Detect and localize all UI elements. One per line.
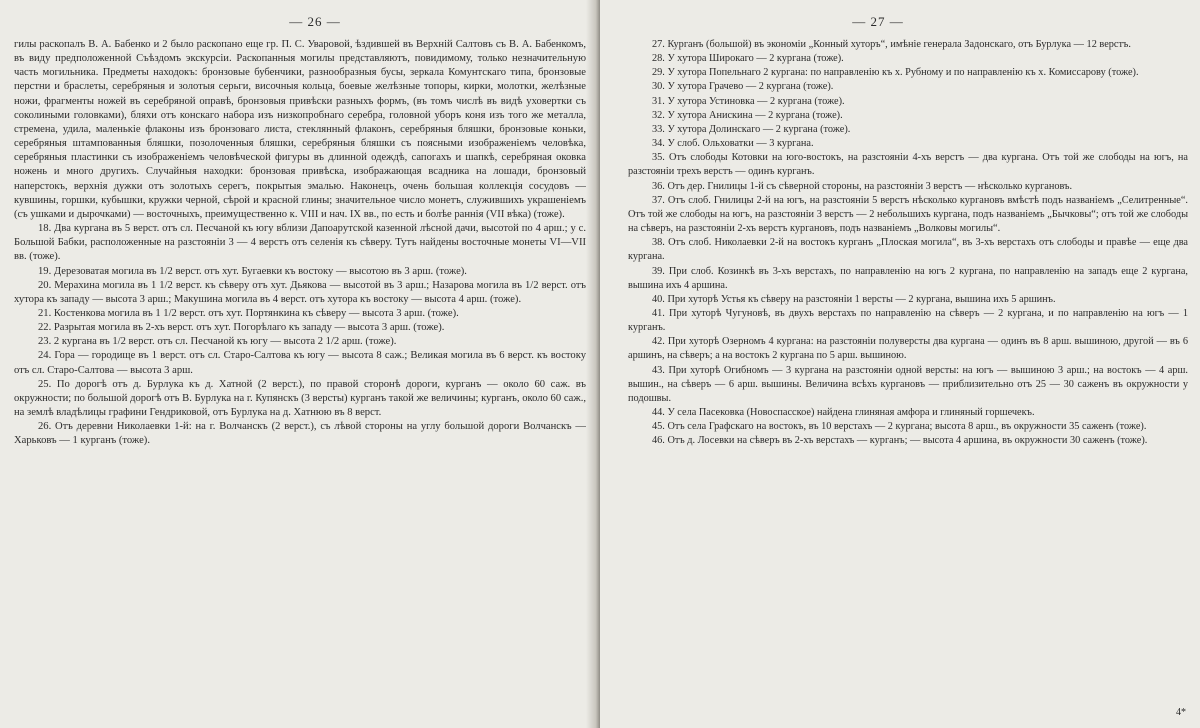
right-page <box>600 0 1200 728</box>
paragraph: 33. У хутора Долинскаго — 2 кургана (тоже). <box>652 123 851 135</box>
paragraph: 32. У хутора Анискина — 2 кургана (тоже). <box>652 109 843 121</box>
paragraph: 26. Отъ деревни Николаевки 1-й: на г. Волчанскъ (2 верст.), съ лѣвой стороны на углу большой дороги Волчанскъ — Харьковъ — 1 курганъ (тоже). <box>14 421 586 447</box>
paragraph: 24. Гора — городище въ 1 верст. отъ сл. Старо-Салтова къ югу — высота 8 саж.; Великая могила въ 6 верст. къ востоку отъ сл. Старо-Салтова — высота 3 арш. <box>14 350 586 376</box>
paragraph: 18. Два кургана въ 5 верст. отъ сл. Песчаной къ югу вблизи Дапоарутской казенной лѣсной дачи, высотой по 4 арш.; у с. Большой Бабки, расположенные на разстояніи 3 — 4 верстъ отъ селенія къ сѣверу. Тутъ найдены восточные монеты VI—VII вв. (тоже). <box>14 223 586 263</box>
paragraph: 44. У села Пасековка (Новоспасское) найдена глиняная амфора и глиняный горшечекъ. <box>652 407 1035 419</box>
paragraph: 19. Дерезоватая могила въ 1/2 верст. отъ хут. Бугаевки къ востоку — высотою въ 3 арш. (тоже). <box>38 265 467 277</box>
paragraph: 25. По дорогѣ отъ д. Бурлука къ д. Хатной (2 верст.), по правой сторонѣ дороги, курганъ — около 60 саж. въ окружности; по большой дорогѣ отъ В. Бурлука на г. Купянскъ (3 версты) курганъ такой же величины; курганъ, около 60 саж., на землѣ владѣлицы графини Гендриковой, отъ Бурлука на д. Хатнюю въ 8 верст. <box>14 378 586 419</box>
paragraph: 34. У слоб. Ольховатки — 3 кургана. <box>652 138 814 150</box>
paragraph: 29. У хутора Попельнаго 2 кургана: по направленію къ х. Рубному и по направленію къ х. Комиссарову (тоже). <box>652 67 1139 79</box>
paragraph: 41. При хуторѣ Чугуновѣ, въ двухъ верстахъ по направленію на сѣверъ — 2 кургана, и по направленію на югъ — 1 курганъ. <box>628 307 1188 334</box>
paragraph: 21. Костенкова могила въ 1 1/2 верст. отъ хут. Портянкина къ сѣверу — высота 3 арш. (тоже). <box>38 307 459 319</box>
signature-mark: 4* <box>1176 707 1186 718</box>
paragraph: 28. У хутора Широкаго — 2 кургана (тоже). <box>652 53 844 65</box>
paragraph: 31. У хутора Устиновка — 2 кургана (тоже). <box>652 95 845 107</box>
paragraph: 23. 2 кургана въ 1/2 верст. отъ сл. Песчаной къ югу — высота 2 1/2 арш. (тоже). <box>38 336 397 348</box>
paragraph: 45. Отъ села Графскаго на востокъ, въ 10 верстахъ — 2 кургана; высота 8 арш., въ окружности 35 саженъ (тоже). <box>652 421 1147 433</box>
paragraph: 37. Отъ слоб. Гнилицы 2-й на югъ, на разстояніи 5 верстъ нѣсколько кургановъ вмѣстѣ подъ названіемъ „Селитренные“. Отъ той же слободы на югъ, на разстояніи 3 верстъ — 2 небольшихъ кургана, подъ названіемъ „Бычковы“; отъ той же слободы на сѣверъ, на разстояніи 2-хъ верстъ кургановъ, подъ названіемъ „Волковы могилы“. <box>628 194 1188 235</box>
paragraph: 39. При слоб. Козинкѣ въ 3-хъ верстахъ, по направленію на югъ 2 кургана, по направленію на западъ еще 2 кургана, вышина ихъ 4 аршина. <box>628 265 1188 291</box>
paragraph: 36. Отъ дер. Гнилицы 1-й съ сѣверной стороны, на разстояніи 3 верстъ — нѣсколько кургановъ. <box>652 180 1073 192</box>
page-body <box>628 38 1188 449</box>
paragraph: 22. Разрытая могила въ 2-хъ верст. отъ хут. Погорѣлаго къ западу — высота 3 арш. (тоже). <box>38 322 445 334</box>
page-number: — 27 — <box>852 14 904 29</box>
paragraph: гилы раскопалъ В. А. Бабенко и 2 было раскопано еще гр. П. С. Уваровой, ѣздившей въ Верхній Салтовъ съ В. А. Бабенкомъ, въ виду предположенной Съѣздомъ экскурсіи. Раскопанныя могилы представляютъ, повидимому, только незначительную часть могильника. Предметы находокъ: бронзовые бубенчики, разнообразныя бусы, зеркала Комунтскаго типа, бронзовые перстни и браслеты, серебряныя и золотыя серьги, височныя кольца, боевые желѣзные топоры, кирки, молотки, желѣзные ножи, фрагменты ножей въ серебряной оправѣ, бронзовыя привѣски разныхъ формъ, (въ томъ числѣ въ видѣ уховертки съ соколиными головками), бляхи отъ конскаго набора изъ низкопробнаго серебра, головной уборъ коня изъ того же металла, стремена, удила, маленькіе флаконы изъ бронзоваго листа, стеклянный флаконъ, серебряныя бляшки, бронзовые коньки, серебряныя штампованныя бляшки, позолоченныя бляшки, серебряныя бляшки съ поясными изображеніемъ человѣка, серебряныя пластинки съ изображеніемъ человѣческой фигуры въ длинной одеждѣ, сапогахъ и шапкѣ, серебряная оковка ножень и много другихъ. Случайныя находки: бронзовая привѣска, изображающая всадника на лошади, бронзовый наперстокъ, верхнія дужки отъ золотыхъ серегъ, покрытыя эмалью. Наконецъ, очень большая коллекція сосудовъ — кувшины, горшки, кубышки, кружки черной, сѣрой и красной глины; значительное число монетъ, служившихъ украшеніемъ (съ ушками и дырочками) — восточныхъ, преимущественно к. VIII и нач. IX вв., по есть и болѣе раннія (VII вѣка) (тоже). <box>14 39 586 220</box>
paragraph: 20. Мерахина могила въ 1 1/2 верст. къ сѣверу отъ хут. Дьякова — высотой въ 3 арш.; Назарова могила въ 1/2 верст. отъ хутора къ западу — высота 3 арш.; Макушина могила въ 4 верст. отъ хутора къ востоку — высота 4 арш. (тоже). <box>14 279 586 305</box>
paragraph: 40. При хуторѣ Устья къ сѣверу на разстояніи 1 версты — 2 кургана, вышина ихъ 5 аршинъ. <box>652 293 1056 305</box>
paragraph: 30. У хутора Грачево — 2 кургана (тоже). <box>652 81 834 93</box>
page-body <box>14 38 586 449</box>
paragraph: 27. Курганъ (большой) въ экономіи „Конный хуторъ“, имѣніе генерала Задонскаго, отъ Бурлука — 12 верстъ. <box>652 39 1131 50</box>
page-number: — 26 — <box>289 14 341 29</box>
paragraph: 35. Отъ слободы Котовки на юго-востокъ, на разстояніи 4-хъ верстъ — два кургана. Отъ той же слободы на югъ, на разстояніи трехъ верстъ — одинъ курганъ. <box>628 152 1188 178</box>
paragraph: 42. При хуторѣ Озерномъ 4 кургана: на разстояніи полуверсты два кургана — одинъ въ 8 арш. вышиною, другой — въ 6 аршинъ, на сѣверъ; а на востокъ 2 кургана по 5 арш. вышиною. <box>628 336 1188 362</box>
paragraph: 38. Отъ слоб. Николаевки 2-й на востокъ курганъ „Плоская могила“, въ 3-хъ верстахъ отъ слободы и правѣе — еще два кургана. <box>628 237 1188 263</box>
paragraph: 46. Отъ д. Лосевки на сѣверъ въ 2-хъ верстахъ — курганъ; — высота 4 аршина, въ окружности 30 саженъ (тоже). <box>652 435 1148 447</box>
paragraph: 43. При хуторѣ Огибномъ — 3 кургана на разстояніи одной версты: на югъ — вышиною 3 арш.; на востокъ — 4 арш. вышин., на сѣверъ — 6 арш. вышины. Величина всѣхъ кургановъ — приблизительно отъ 25 — 30 саженъ въ окружности у подошвы. <box>628 364 1188 404</box>
